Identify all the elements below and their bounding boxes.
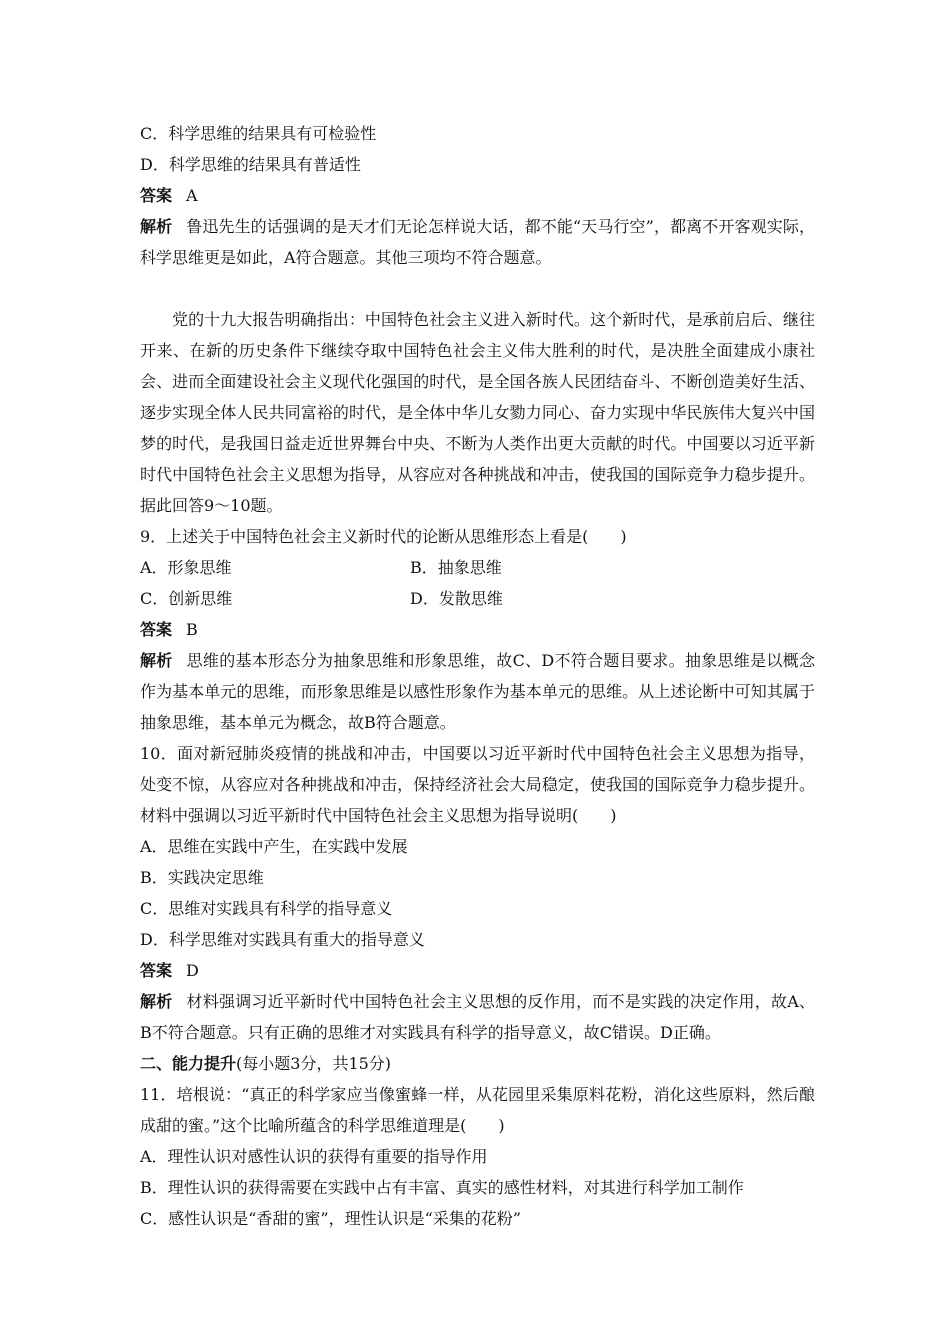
- section-note: (每小题3分，共15分): [236, 1054, 392, 1073]
- analysis-label: 解析: [140, 651, 173, 670]
- option-c: C．科学思维的结果具有可检验性: [140, 124, 377, 143]
- answer-label: 答案: [140, 961, 173, 980]
- section-title: 二、能力提升: [140, 1054, 237, 1073]
- section-heading: [140, 1048, 815, 1079]
- answer-value: A: [186, 186, 198, 205]
- analysis-paragraph: [140, 211, 815, 273]
- question-11-stem: 11．培根说：“真正的科学家应当像蜜蜂一样，从花园里采集原料花粉，消化这些原料，然后酿成甜的蜜。”这个比喻所蕴含的科学思维道理是( ): [140, 1085, 815, 1135]
- question-9-stem: 9．上述关于中国特色社会主义新时代的论断从思维形态上看是( ): [140, 527, 627, 546]
- answer-value: D: [186, 961, 199, 980]
- question-9-options-row-1: [140, 552, 815, 583]
- answer-line: [140, 955, 815, 986]
- answer-line: [140, 180, 815, 211]
- question-9-options-row-2: [140, 583, 815, 614]
- answer-label: 答案: [140, 620, 173, 639]
- document-content: [140, 118, 815, 1234]
- analysis-paragraph: [140, 645, 815, 738]
- option-c: C．思维对实践具有科学的指导意义: [140, 899, 393, 918]
- option-b: B．实践决定思维: [140, 868, 264, 887]
- question-10-stem: 10．面对新冠肺炎疫情的挑战和冲击，中国要以习近平新时代中国特色社会主义思想为指导，处变不惊，从容应对各种挑战和冲击，保持经济社会大局稳定，使我国的国际竞争力稳步提升。材料中强调以习近平新时代中国特色社会主义思想为指导说明( ): [140, 744, 815, 825]
- option-a: A．理性认识对感性认识的获得有重要的指导作用: [140, 1147, 488, 1166]
- answer-value: B: [186, 620, 198, 639]
- option-b: B．理性认识的获得需要在实践中占有丰富、真实的感性材料，对其进行科学加工制作: [140, 1178, 744, 1197]
- option-c: C．创新思维: [140, 589, 233, 608]
- analysis-label: 解析: [140, 992, 173, 1011]
- analysis-paragraph: [140, 986, 815, 1048]
- analysis-label: 解析: [140, 217, 173, 236]
- option-a: A．思维在实践中产生，在实践中发展: [140, 837, 408, 856]
- option-d: D．科学思维的结果具有普适性: [140, 155, 361, 174]
- analysis-text: 思维的基本形态分为抽象思维和形象思维，故C、D不符合题目要求。抽象思维是以概念作为基本单元的思维，而形象思维是以感性形象作为基本单元的思维。从上述论断中可知其属于抽象思维，基本单元为概念，故B符合题意。: [140, 651, 815, 732]
- option-d: D．科学思维对实践具有重大的指导意义: [140, 930, 425, 949]
- analysis-text: 材料强调习近平新时代中国特色社会主义思想的反作用，而不是实践的决定作用，故A、B不符合题意。只有正确的思维才对实践具有科学的指导意义，故C错误。D正确。: [140, 992, 815, 1042]
- option-c: C．感性认识是“香甜的蜜”，理性认识是“采集的花粉”: [140, 1209, 521, 1228]
- spacer: [140, 273, 815, 304]
- answer-line: [140, 614, 815, 645]
- option-a: A．形象思维: [140, 558, 232, 577]
- analysis-text: 鲁迅先生的话强调的是天才们无论怎样说大话，都不能“天马行空”，都离不开客观实际，科学思维更是如此，A符合题意。其他三项均不符合题意。: [140, 217, 815, 267]
- option-b: B．抽象思维: [410, 558, 502, 577]
- answer-label: 答案: [140, 186, 173, 205]
- material-paragraph: 党的十九大报告明确指出：中国特色社会主义进入新时代。这个新时代，是承前启后、继往开来、在新的历史条件下继续夺取中国特色社会主义伟大胜利的时代，是决胜全面建成小康社会、进而全面建设社会主义现代化强国的时代，是全国各族人民团结奋斗、不断创造美好生活、逐步实现全体人民共同富裕的时代，是全体中华儿女勠力同心、奋力实现中华民族伟大复兴中国梦的时代，是我国日益走近世界舞台中央、不断为人类作出更大贡献的时代。中国要以习近平新时代中国特色社会主义思想为指导，从容应对各种挑战和冲击，使我国的国际竞争力稳步提升。据此回答9～10题。: [140, 310, 815, 515]
- option-d: D．发散思维: [410, 589, 503, 608]
